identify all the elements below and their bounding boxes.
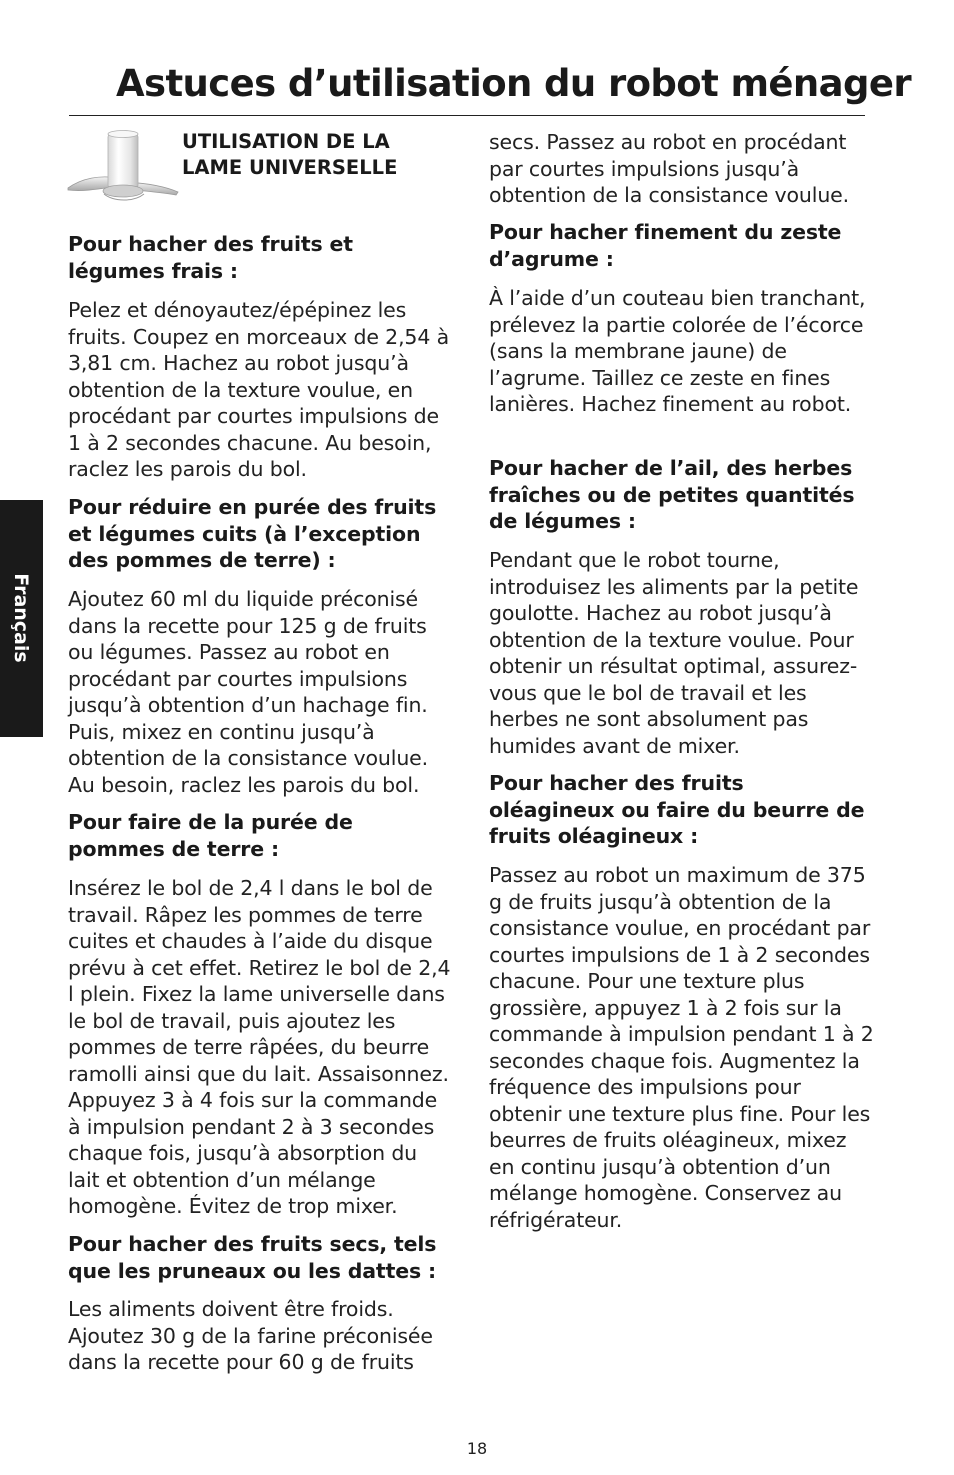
title-divider: [69, 115, 865, 116]
section-body-cooked-puree: Ajoutez 60 ml du liquide préconisé dans la recette pour 125 g de fruits ou légumes. Passez au robot en procédant par courtes impulsions jusqu’à obtention d’un hachage fin. Puis, mixez en continu jusqu’à obtention de la consistance voulue. Au besoin, raclez les parois du bol.: [68, 587, 428, 797]
blade-heading-line: UTILISATION DE LA: [182, 130, 390, 153]
blade-heading-line: LAME UNIVERSELLE: [182, 156, 398, 179]
section-body-nuts: Passez au robot un maximum de 375 g de fruits jusqu’à obtention de la consistance voulue, en procédant par courtes impulsions de 1 à 2 secondes chacune. Pour une texture plus grossière, appuyez 1 à 2 fois sur la commande à impulsion pendant 1 à 2 secondes chaque fois. Augmentez la fréquence des impulsions pour obtenir une texture plus fine. Pour les beurres de fruits oléagineux, mixez en continu jusqu’à obtention d’un mélange homogène. Conservez au réfrigérateur.: [489, 863, 874, 1232]
section-heading-mashed-potatoes: Pour faire de la purée de pommes de terre :: [68, 810, 353, 861]
section-body-fresh-produce: Pelez et dénoyautez/épépinez les fruits. Coupez en morceaux de 2,54 à 3,81 cm. Hachez au robot jusqu’à obtention de la texture voulue, en procédant par courtes impulsions de 1 à 2 secondes chacune. Au besoin, raclez les parois du bol.: [68, 298, 449, 481]
section-body-mashed-potatoes: Insérez le bol de 2,4 l dans le bol de travail. Râpez les pommes de terre cuites et chaudes à l’aide du disque prévu à cet effet. Retirez le bol de 2,4 l plein. Fixez la lame universelle dans le bol de travail, puis ajoutez les pommes de terre râpées, du beurre ramolli ainsi que du lait. Assaisonnez. Appuyez 3 à 4 fois sur la commande à impulsion pendant 2 à 3 secondes chaque fois, jusqu’à absorption du lait et obtention d’un mélange homogène. Évitez de trop mixer.: [68, 876, 451, 1218]
section-body-garlic-herbs: Pendant que le robot tourne, introduisez les aliments par la petite goulotte. Hachez au robot jusqu’à obtention de la texture voulue. Pour obtenir un résultat optimal, assurez-vous que le bol de travail et les herbes ne sont absolument pas humides avant de mixer.: [489, 548, 859, 758]
blade-heading: [182, 129, 462, 181]
section-heading-cooked-puree: Pour réduire en purée des fruits et légumes cuits (à l’exception des pommes de terre) :: [68, 495, 437, 572]
section-heading-garlic-herbs: Pour hacher de l’ail, des herbes fraîches ou de petites quantités de légumes :: [489, 456, 855, 533]
section-heading-dried-fruits: Pour hacher des fruits secs, tels que les pruneaux ou les dattes :: [68, 1232, 437, 1283]
section-heading-nuts: Pour hacher des fruits oléagineux ou faire du beurre de fruits oléagineux :: [489, 771, 865, 848]
language-side-tab-label: Français: [10, 573, 32, 663]
page-number: 18: [466, 1439, 488, 1458]
section-body-dried-fruits-continued: secs. Passez au robot en procédant par courtes impulsions jusqu’à obtention de la consistance voulue.: [489, 130, 849, 207]
section-heading-citrus-zest: Pour hacher finement du zeste d’agrume :: [489, 220, 842, 271]
universal-blade-image: [64, 128, 182, 204]
section-body-dried-fruits: Les aliments doivent être froids. Ajoutez 30 g de la farine préconisée dans la recette pour 60 g de fruits: [68, 1297, 433, 1374]
section-body-citrus-zest: À l’aide d’un couteau bien tranchant, prélevez la partie colorée de l’écorce (sans la membrane jaune) de l’agrume. Taillez ce zeste en fines lanières. Hachez finement au robot.: [489, 286, 866, 416]
page-title: Astuces d’utilisation du robot ménager: [116, 62, 912, 105]
section-heading-fresh-produce: Pour hacher des fruits et légumes frais :: [68, 232, 353, 283]
